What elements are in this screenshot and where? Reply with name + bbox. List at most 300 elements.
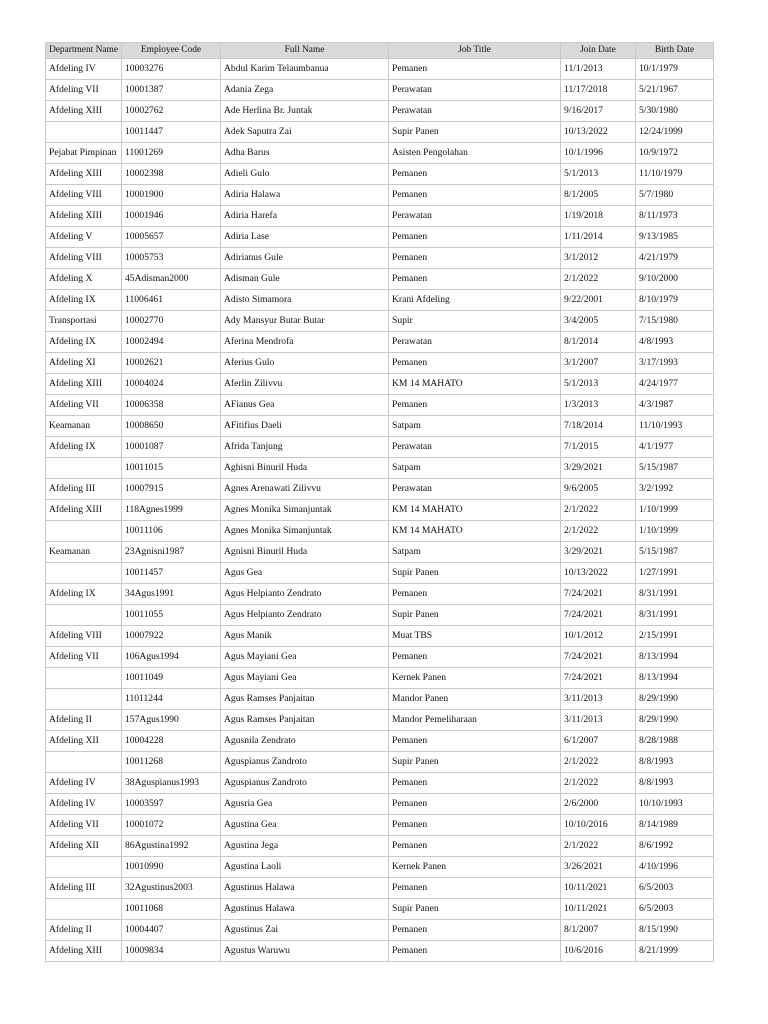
cell-join-date: 9/16/2017 xyxy=(561,101,636,122)
column-header-department: Department Name xyxy=(46,43,122,59)
cell-department: Afdeling VII xyxy=(46,647,122,668)
cell-join-date: 9/22/2001 xyxy=(561,290,636,311)
cell-department xyxy=(46,122,122,143)
cell-job-title: KM 14 MAHATO xyxy=(389,500,561,521)
cell-birth-date: 8/31/1991 xyxy=(636,584,714,605)
cell-department xyxy=(46,689,122,710)
cell-job-title: Perawatan xyxy=(389,437,561,458)
table-row xyxy=(46,584,714,605)
column-header-job-title: Job Title xyxy=(389,43,561,59)
cell-birth-date: 8/11/1973 xyxy=(636,206,714,227)
cell-full-name: Aghisni Binuril Huda xyxy=(221,458,389,479)
cell-job-title: Perawatan xyxy=(389,80,561,101)
cell-department: Afdeling IX xyxy=(46,437,122,458)
cell-birth-date: 4/24/1977 xyxy=(636,374,714,395)
cell-birth-date: 6/5/2003 xyxy=(636,878,714,899)
cell-department: Keamanan xyxy=(46,416,122,437)
table-row xyxy=(46,794,714,815)
cell-join-date: 7/24/2021 xyxy=(561,605,636,626)
cell-join-date: 7/24/2021 xyxy=(561,668,636,689)
cell-join-date: 3/11/2013 xyxy=(561,689,636,710)
cell-department: Afdeling IX xyxy=(46,584,122,605)
cell-birth-date: 11/10/1979 xyxy=(636,164,714,185)
cell-employee-code: 11011244 xyxy=(122,689,221,710)
cell-job-title: Pemanen xyxy=(389,878,561,899)
cell-department xyxy=(46,668,122,689)
cell-birth-date: 4/8/1993 xyxy=(636,332,714,353)
cell-join-date: 3/11/2013 xyxy=(561,710,636,731)
cell-full-name: Aferius Gulo xyxy=(221,353,389,374)
table-row xyxy=(46,206,714,227)
cell-birth-date: 8/13/1994 xyxy=(636,668,714,689)
cell-full-name: Adiria Harefa xyxy=(221,206,389,227)
cell-birth-date: 5/7/1980 xyxy=(636,185,714,206)
cell-full-name: Agustus Waruwu xyxy=(221,941,389,962)
employee-table xyxy=(45,42,714,962)
cell-department: Afdeling VII xyxy=(46,80,122,101)
cell-department: Afdeling XII xyxy=(46,731,122,752)
cell-full-name: Agustina Jega xyxy=(221,836,389,857)
cell-full-name: AFianus Gea xyxy=(221,395,389,416)
table-row xyxy=(46,416,714,437)
cell-full-name: Agustinus Halawa xyxy=(221,878,389,899)
table-row xyxy=(46,899,714,920)
cell-job-title: Pemanen xyxy=(389,59,561,80)
cell-department: Afdeling VIII xyxy=(46,185,122,206)
table-row xyxy=(46,563,714,584)
table-row xyxy=(46,248,714,269)
cell-job-title: Pemanen xyxy=(389,164,561,185)
cell-employee-code: 10001087 xyxy=(122,437,221,458)
table-row xyxy=(46,59,714,80)
cell-join-date: 10/13/2022 xyxy=(561,122,636,143)
cell-job-title: Satpam xyxy=(389,542,561,563)
table-row xyxy=(46,668,714,689)
cell-join-date: 9/6/2005 xyxy=(561,479,636,500)
cell-full-name: Agus Ramses Panjaitan xyxy=(221,689,389,710)
cell-birth-date: 8/13/1994 xyxy=(636,647,714,668)
cell-job-title: Pemanen xyxy=(389,185,561,206)
cell-full-name: Afrida Tanjung xyxy=(221,437,389,458)
cell-employee-code: 10006358 xyxy=(122,395,221,416)
cell-employee-code: 10001387 xyxy=(122,80,221,101)
table-row xyxy=(46,815,714,836)
cell-job-title: Pemanen xyxy=(389,815,561,836)
cell-employee-code: 11006461 xyxy=(122,290,221,311)
cell-full-name: Agnes Monika Simanjuntak xyxy=(221,521,389,542)
cell-join-date: 11/1/2013 xyxy=(561,59,636,80)
cell-job-title: Pemanen xyxy=(389,353,561,374)
table-row xyxy=(46,122,714,143)
table-row xyxy=(46,857,714,878)
cell-birth-date: 8/10/1979 xyxy=(636,290,714,311)
cell-employee-code: 10010990 xyxy=(122,857,221,878)
cell-join-date: 2/1/2022 xyxy=(561,521,636,542)
cell-birth-date: 9/10/2000 xyxy=(636,269,714,290)
cell-employee-code: 10004024 xyxy=(122,374,221,395)
cell-birth-date: 8/8/1993 xyxy=(636,752,714,773)
cell-birth-date: 5/21/1967 xyxy=(636,80,714,101)
cell-job-title: Perawatan xyxy=(389,101,561,122)
table-row xyxy=(46,689,714,710)
cell-join-date: 8/1/2014 xyxy=(561,332,636,353)
cell-full-name: Adirianus Gule xyxy=(221,248,389,269)
cell-job-title: Mandor Panen xyxy=(389,689,561,710)
cell-employee-code: 10011055 xyxy=(122,605,221,626)
cell-employee-code: 10001900 xyxy=(122,185,221,206)
cell-employee-code: 10002621 xyxy=(122,353,221,374)
cell-job-title: Pemanen xyxy=(389,836,561,857)
cell-job-title: Satpam xyxy=(389,458,561,479)
cell-department: Keamanan xyxy=(46,542,122,563)
table-row xyxy=(46,311,714,332)
cell-employee-code: 32Agustinus2003 xyxy=(122,878,221,899)
table-row xyxy=(46,290,714,311)
table-row xyxy=(46,836,714,857)
cell-job-title: Perawatan xyxy=(389,206,561,227)
cell-department: Afdeling XIII xyxy=(46,500,122,521)
cell-join-date: 5/1/2013 xyxy=(561,374,636,395)
cell-department: Afdeling XII xyxy=(46,836,122,857)
cell-full-name: Aguspianus Zandroto xyxy=(221,773,389,794)
table-row xyxy=(46,542,714,563)
cell-full-name: Ady Mansyur Butar Butar xyxy=(221,311,389,332)
table-row xyxy=(46,710,714,731)
cell-birth-date: 3/17/1993 xyxy=(636,353,714,374)
cell-join-date: 1/19/2018 xyxy=(561,206,636,227)
cell-full-name: Adieli Gulo xyxy=(221,164,389,185)
cell-birth-date: 7/15/1980 xyxy=(636,311,714,332)
cell-join-date: 10/1/1996 xyxy=(561,143,636,164)
cell-employee-code: 157Agus1990 xyxy=(122,710,221,731)
cell-birth-date: 4/1/1977 xyxy=(636,437,714,458)
table-body xyxy=(46,59,714,962)
cell-birth-date: 6/5/2003 xyxy=(636,899,714,920)
cell-join-date: 2/1/2022 xyxy=(561,269,636,290)
cell-department: Afdeling VII xyxy=(46,815,122,836)
table-row xyxy=(46,500,714,521)
table-row xyxy=(46,143,714,164)
cell-employee-code: 10007915 xyxy=(122,479,221,500)
cell-employee-code: 10002770 xyxy=(122,311,221,332)
cell-join-date: 7/18/2014 xyxy=(561,416,636,437)
cell-birth-date: 8/6/1992 xyxy=(636,836,714,857)
cell-job-title: Supir Panen xyxy=(389,899,561,920)
table-row xyxy=(46,80,714,101)
cell-join-date: 3/29/2021 xyxy=(561,542,636,563)
cell-birth-date: 4/3/1987 xyxy=(636,395,714,416)
cell-department: Afdeling XIII xyxy=(46,206,122,227)
cell-employee-code: 10005657 xyxy=(122,227,221,248)
cell-job-title: Pemanen xyxy=(389,269,561,290)
cell-employee-code: 10011106 xyxy=(122,521,221,542)
cell-employee-code: 10011268 xyxy=(122,752,221,773)
cell-birth-date: 11/10/1993 xyxy=(636,416,714,437)
cell-full-name: Aferlin Zilivvu xyxy=(221,374,389,395)
cell-employee-code: 10003276 xyxy=(122,59,221,80)
cell-job-title: Pemanen xyxy=(389,647,561,668)
cell-department: Afdeling II xyxy=(46,920,122,941)
cell-full-name: Agusria Gea xyxy=(221,794,389,815)
cell-job-title: Supir Panen xyxy=(389,122,561,143)
cell-department: Afdeling III xyxy=(46,479,122,500)
cell-job-title: Pemanen xyxy=(389,731,561,752)
cell-full-name: Agus Mayiani Gea xyxy=(221,647,389,668)
cell-join-date: 6/1/2007 xyxy=(561,731,636,752)
cell-job-title: Pemanen xyxy=(389,395,561,416)
cell-job-title: KM 14 MAHATO xyxy=(389,374,561,395)
cell-job-title: Kernek Panen xyxy=(389,668,561,689)
cell-join-date: 2/1/2022 xyxy=(561,752,636,773)
cell-job-title: Pemanen xyxy=(389,584,561,605)
cell-full-name: Abdul Karim Telaumbanua xyxy=(221,59,389,80)
table-row xyxy=(46,626,714,647)
cell-department xyxy=(46,521,122,542)
cell-join-date: 2/1/2022 xyxy=(561,836,636,857)
cell-job-title: Pemanen xyxy=(389,920,561,941)
cell-full-name: Adisto Simamora xyxy=(221,290,389,311)
cell-employee-code: 10009834 xyxy=(122,941,221,962)
cell-employee-code: 10001946 xyxy=(122,206,221,227)
cell-join-date: 5/1/2013 xyxy=(561,164,636,185)
column-header-join-date: Join Date xyxy=(561,43,636,59)
cell-birth-date: 8/14/1989 xyxy=(636,815,714,836)
table-row xyxy=(46,920,714,941)
cell-full-name: Agus Mayiani Gea xyxy=(221,668,389,689)
cell-birth-date: 8/15/1990 xyxy=(636,920,714,941)
cell-job-title: Pemanen xyxy=(389,941,561,962)
cell-birth-date: 5/30/1980 xyxy=(636,101,714,122)
table-row xyxy=(46,374,714,395)
cell-department: Afdeling IX xyxy=(46,290,122,311)
cell-employee-code: 10003597 xyxy=(122,794,221,815)
cell-join-date: 3/1/2007 xyxy=(561,353,636,374)
cell-job-title: Mandor Pemeliharaan xyxy=(389,710,561,731)
cell-employee-code: 10005753 xyxy=(122,248,221,269)
cell-full-name: Adiria Lase xyxy=(221,227,389,248)
cell-join-date: 2/6/2000 xyxy=(561,794,636,815)
cell-birth-date: 10/1/1979 xyxy=(636,59,714,80)
cell-department: Afdeling VIII xyxy=(46,626,122,647)
cell-job-title: Supir Panen xyxy=(389,563,561,584)
table-row xyxy=(46,605,714,626)
cell-join-date: 3/1/2012 xyxy=(561,248,636,269)
cell-full-name: Adania Zega xyxy=(221,80,389,101)
cell-join-date: 10/11/2021 xyxy=(561,899,636,920)
cell-join-date: 10/11/2021 xyxy=(561,878,636,899)
cell-join-date: 10/1/2012 xyxy=(561,626,636,647)
cell-join-date: 8/1/2005 xyxy=(561,185,636,206)
cell-department xyxy=(46,857,122,878)
cell-department: Afdeling VII xyxy=(46,395,122,416)
cell-birth-date: 1/27/1991 xyxy=(636,563,714,584)
cell-birth-date: 2/15/1991 xyxy=(636,626,714,647)
cell-full-name: Adek Saputra Zai xyxy=(221,122,389,143)
table-row xyxy=(46,227,714,248)
cell-birth-date: 10/10/1993 xyxy=(636,794,714,815)
cell-job-title: KM 14 MAHATO xyxy=(389,521,561,542)
cell-department: Transportasi xyxy=(46,311,122,332)
table-row xyxy=(46,164,714,185)
cell-birth-date: 12/24/1999 xyxy=(636,122,714,143)
cell-job-title: Krani Afdeling xyxy=(389,290,561,311)
table-row xyxy=(46,647,714,668)
table-row xyxy=(46,521,714,542)
cell-birth-date: 8/29/1990 xyxy=(636,689,714,710)
cell-department: Afdeling VIII xyxy=(46,248,122,269)
cell-birth-date: 1/10/1999 xyxy=(636,521,714,542)
table-row xyxy=(46,752,714,773)
cell-birth-date: 5/15/1987 xyxy=(636,458,714,479)
cell-employee-code: 118Agnes1999 xyxy=(122,500,221,521)
column-header-birth-date: Birth Date xyxy=(636,43,714,59)
cell-birth-date: 8/28/1988 xyxy=(636,731,714,752)
cell-job-title: Perawatan xyxy=(389,479,561,500)
table-row xyxy=(46,395,714,416)
cell-job-title: Pemanen xyxy=(389,773,561,794)
cell-join-date: 10/13/2022 xyxy=(561,563,636,584)
header-row xyxy=(46,43,714,59)
cell-full-name: Agustinus Halawa xyxy=(221,899,389,920)
cell-department: Afdeling XIII xyxy=(46,101,122,122)
cell-employee-code: 10007922 xyxy=(122,626,221,647)
cell-department: Afdeling V xyxy=(46,227,122,248)
cell-employee-code: 10011457 xyxy=(122,563,221,584)
cell-job-title: Kernek Panen xyxy=(389,857,561,878)
cell-full-name: Agusnila Zendrato xyxy=(221,731,389,752)
cell-employee-code: 10011447 xyxy=(122,122,221,143)
table-row xyxy=(46,269,714,290)
cell-employee-code: 10004228 xyxy=(122,731,221,752)
cell-birth-date: 8/21/1999 xyxy=(636,941,714,962)
cell-full-name: Agnes Monika Simanjuntak xyxy=(221,500,389,521)
cell-full-name: Agustina Gea xyxy=(221,815,389,836)
cell-job-title: Pemanen xyxy=(389,227,561,248)
table-row xyxy=(46,479,714,500)
cell-employee-code: 10002398 xyxy=(122,164,221,185)
cell-full-name: Agus Manik xyxy=(221,626,389,647)
cell-employee-code: 10011049 xyxy=(122,668,221,689)
cell-join-date: 7/1/2015 xyxy=(561,437,636,458)
cell-department: Afdeling X xyxy=(46,269,122,290)
cell-birth-date: 8/8/1993 xyxy=(636,773,714,794)
cell-department xyxy=(46,899,122,920)
cell-full-name: Adha Barus xyxy=(221,143,389,164)
cell-job-title: Pemanen xyxy=(389,248,561,269)
table-row xyxy=(46,458,714,479)
cell-employee-code: 10002762 xyxy=(122,101,221,122)
cell-department xyxy=(46,458,122,479)
cell-employee-code: 106Agus1994 xyxy=(122,647,221,668)
cell-full-name: Adiria Halawa xyxy=(221,185,389,206)
cell-employee-code: 34Agus1991 xyxy=(122,584,221,605)
cell-department: Afdeling III xyxy=(46,878,122,899)
cell-birth-date: 8/31/1991 xyxy=(636,605,714,626)
cell-full-name: Agus Helpianto Zendrato xyxy=(221,584,389,605)
cell-full-name: Adisman Gule xyxy=(221,269,389,290)
cell-employee-code: 38Aguspianus1993 xyxy=(122,773,221,794)
cell-join-date: 10/10/2016 xyxy=(561,815,636,836)
cell-full-name: Ade Herlina Br. Juntak xyxy=(221,101,389,122)
cell-join-date: 3/4/2005 xyxy=(561,311,636,332)
cell-job-title: Perawatan xyxy=(389,332,561,353)
table-row xyxy=(46,353,714,374)
cell-birth-date: 10/9/1972 xyxy=(636,143,714,164)
cell-department xyxy=(46,605,122,626)
cell-full-name: Agustina Laoli xyxy=(221,857,389,878)
table-row xyxy=(46,101,714,122)
cell-job-title: Asisten Pengolahan xyxy=(389,143,561,164)
cell-join-date: 7/24/2021 xyxy=(561,647,636,668)
cell-full-name: Agus Helpianto Zendrato xyxy=(221,605,389,626)
column-header-employee-code: Employee Code xyxy=(122,43,221,59)
cell-department: Afdeling IV xyxy=(46,59,122,80)
table-row xyxy=(46,878,714,899)
cell-join-date: 1/11/2014 xyxy=(561,227,636,248)
cell-full-name: Agnes Arenawati Zilivvu xyxy=(221,479,389,500)
cell-employee-code: 10004407 xyxy=(122,920,221,941)
cell-join-date: 11/17/2018 xyxy=(561,80,636,101)
cell-employee-code: 45Adisman2000 xyxy=(122,269,221,290)
cell-join-date: 3/26/2021 xyxy=(561,857,636,878)
cell-birth-date: 3/2/1992 xyxy=(636,479,714,500)
table-row xyxy=(46,332,714,353)
cell-employee-code: 23Agnisni1987 xyxy=(122,542,221,563)
cell-employee-code: 11001269 xyxy=(122,143,221,164)
cell-job-title: Supir Panen xyxy=(389,605,561,626)
cell-birth-date: 4/21/1979 xyxy=(636,248,714,269)
cell-department: Afdeling XIII xyxy=(46,374,122,395)
cell-join-date: 2/1/2022 xyxy=(561,500,636,521)
cell-department: Afdeling IX xyxy=(46,332,122,353)
cell-department: Afdeling IV xyxy=(46,773,122,794)
cell-department: Afdeling II xyxy=(46,710,122,731)
cell-employee-code: 10002494 xyxy=(122,332,221,353)
cell-birth-date: 1/10/1999 xyxy=(636,500,714,521)
cell-department: Pejabat Pimpinan xyxy=(46,143,122,164)
cell-full-name: Agus Gea xyxy=(221,563,389,584)
cell-job-title: Muat TBS xyxy=(389,626,561,647)
cell-job-title: Pemanen xyxy=(389,794,561,815)
cell-birth-date: 4/10/1996 xyxy=(636,857,714,878)
cell-employee-code: 10001072 xyxy=(122,815,221,836)
table-row xyxy=(46,773,714,794)
cell-join-date: 3/29/2021 xyxy=(561,458,636,479)
table-row xyxy=(46,185,714,206)
table-row xyxy=(46,731,714,752)
cell-join-date: 8/1/2007 xyxy=(561,920,636,941)
cell-department: Afdeling XIII xyxy=(46,941,122,962)
cell-birth-date: 5/15/1987 xyxy=(636,542,714,563)
cell-job-title: Supir Panen xyxy=(389,752,561,773)
table-row xyxy=(46,941,714,962)
cell-employee-code: 86Agustina1992 xyxy=(122,836,221,857)
cell-job-title: Satpam xyxy=(389,416,561,437)
cell-full-name: Agus Ramses Panjaitan xyxy=(221,710,389,731)
cell-birth-date: 9/13/1985 xyxy=(636,227,714,248)
cell-full-name: Agnisni Binuril Huda xyxy=(221,542,389,563)
cell-join-date: 10/6/2016 xyxy=(561,941,636,962)
cell-join-date: 2/1/2022 xyxy=(561,773,636,794)
cell-join-date: 7/24/2021 xyxy=(561,584,636,605)
column-header-full-name: Full Name xyxy=(221,43,389,59)
cell-employee-code: 10011015 xyxy=(122,458,221,479)
cell-full-name: Agustinus Zai xyxy=(221,920,389,941)
cell-full-name: Aferina Mendrofa xyxy=(221,332,389,353)
cell-department xyxy=(46,752,122,773)
cell-department xyxy=(46,563,122,584)
cell-employee-code: 10011068 xyxy=(122,899,221,920)
